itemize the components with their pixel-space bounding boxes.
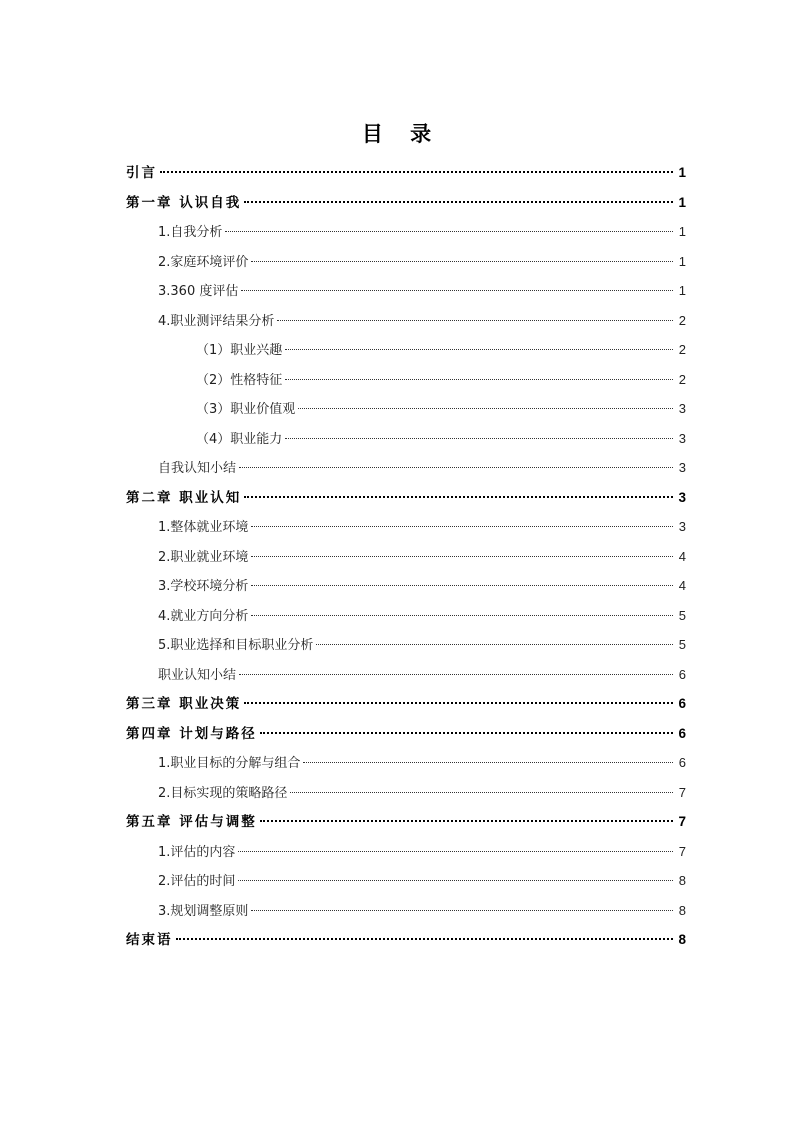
toc-entry-label: （1）职业兴趣 bbox=[196, 343, 283, 358]
toc-entry-page-number: 2 bbox=[678, 371, 686, 387]
toc-entry[interactable] bbox=[126, 866, 686, 896]
toc-entry-label: 5.职业选择和目标职业分析 bbox=[158, 638, 314, 653]
toc-entry-page-number: 2 bbox=[678, 342, 686, 357]
dot-leader bbox=[239, 674, 673, 675]
toc-entry-page-number: 6 bbox=[678, 725, 686, 741]
dot-leader bbox=[238, 880, 673, 881]
toc-entry-label: （4）职业能力 bbox=[196, 431, 283, 447]
toc-entry[interactable] bbox=[126, 837, 686, 867]
toc-entry-page-number: 6 bbox=[678, 755, 686, 770]
table-of-contents bbox=[126, 158, 686, 955]
toc-entry-label: 1.自我分析 bbox=[158, 225, 223, 240]
toc-entry[interactable] bbox=[126, 689, 686, 719]
toc-entry[interactable] bbox=[126, 394, 686, 424]
toc-entry[interactable] bbox=[126, 660, 686, 690]
toc-entry-page-number: 1 bbox=[678, 194, 686, 210]
toc-entry-label: 3.规划调整原则 bbox=[158, 903, 249, 919]
toc-entry[interactable] bbox=[126, 453, 686, 483]
toc-entry-page-number: 3 bbox=[678, 401, 686, 416]
dot-leader bbox=[285, 349, 673, 350]
dot-leader bbox=[238, 851, 673, 852]
toc-entry-label: 2.家庭环境评价 bbox=[158, 254, 249, 270]
dot-leader bbox=[244, 201, 673, 203]
toc-entry-page-number: 8 bbox=[678, 902, 686, 918]
toc-entry[interactable] bbox=[126, 748, 686, 778]
toc-entry-label: 2.目标实现的策略路径 bbox=[158, 785, 288, 801]
toc-entry-label: 2.评估的时间 bbox=[158, 874, 236, 889]
toc-entry-label: 第二章 职业认知 bbox=[126, 489, 242, 506]
toc-entry-label: 3.360 度评估 bbox=[158, 284, 239, 299]
toc-entry[interactable] bbox=[126, 483, 686, 513]
page-title: 目 录 bbox=[361, 122, 442, 146]
toc-entry-page-number: 1 bbox=[678, 165, 686, 180]
dot-leader bbox=[260, 732, 673, 734]
dot-leader bbox=[251, 526, 673, 527]
toc-entry[interactable] bbox=[126, 630, 686, 660]
dot-leader bbox=[303, 762, 673, 763]
toc-entry[interactable] bbox=[126, 512, 686, 542]
toc-entry-page-number: 8 bbox=[678, 932, 686, 947]
toc-entry-page-number: 4 bbox=[678, 548, 686, 564]
toc-entry-page-number: 5 bbox=[678, 637, 686, 652]
toc-entry[interactable] bbox=[126, 217, 686, 247]
dot-leader bbox=[277, 320, 673, 321]
toc-entry-label: （3）职业价值观 bbox=[196, 402, 296, 417]
toc-entry[interactable] bbox=[126, 158, 686, 188]
toc-entry-page-number: 6 bbox=[678, 696, 686, 711]
dot-leader bbox=[290, 792, 673, 793]
toc-entry-page-number: 1 bbox=[678, 253, 686, 269]
toc-entry-label: 第四章 计划与路径 bbox=[126, 725, 257, 742]
toc-entry[interactable] bbox=[126, 719, 686, 749]
toc-entry-page-number: 1 bbox=[678, 224, 686, 239]
toc-entry-page-number: 2 bbox=[678, 312, 686, 328]
toc-entry-label: 第三章 职业决策 bbox=[126, 696, 242, 712]
toc-entry[interactable] bbox=[126, 925, 686, 955]
toc-entry[interactable] bbox=[126, 778, 686, 808]
dot-leader bbox=[260, 820, 673, 822]
toc-entry-label: 1.评估的内容 bbox=[158, 844, 236, 860]
toc-entry-label: 3.学校环境分析 bbox=[158, 579, 249, 594]
toc-entry-label: 自我认知小结 bbox=[158, 461, 237, 476]
toc-entry-label: 2.职业就业环境 bbox=[158, 549, 249, 565]
dot-leader bbox=[251, 261, 673, 262]
dot-leader bbox=[244, 702, 673, 704]
toc-entry-page-number: 8 bbox=[678, 873, 686, 888]
toc-entry-label: 结束语 bbox=[126, 932, 173, 948]
toc-entry[interactable] bbox=[126, 601, 686, 631]
dot-leader bbox=[244, 496, 673, 498]
toc-entry-page-number: 5 bbox=[678, 607, 686, 623]
dot-leader bbox=[241, 290, 673, 291]
toc-entry-label: 4.职业测评结果分析 bbox=[158, 313, 275, 329]
dot-leader bbox=[160, 171, 673, 173]
toc-entry-page-number: 3 bbox=[678, 460, 686, 475]
toc-entry-page-number: 1 bbox=[678, 283, 686, 298]
toc-entry-page-number: 3 bbox=[678, 519, 686, 534]
toc-entry-label: 1.整体就业环境 bbox=[158, 520, 249, 535]
toc-entry-page-number: 7 bbox=[678, 814, 686, 829]
dot-leader bbox=[251, 615, 673, 616]
toc-entry[interactable] bbox=[126, 276, 686, 306]
toc-entry[interactable] bbox=[126, 424, 686, 454]
dot-leader bbox=[285, 438, 673, 439]
toc-entry[interactable] bbox=[126, 571, 686, 601]
dot-leader bbox=[251, 585, 673, 586]
toc-entry[interactable] bbox=[126, 335, 686, 365]
toc-entry-label: 引言 bbox=[126, 165, 157, 181]
toc-entry-label: 1.职业目标的分解与组合 bbox=[158, 756, 301, 771]
toc-entry-page-number: 3 bbox=[678, 489, 686, 505]
toc-entry-page-number: 3 bbox=[678, 430, 686, 446]
toc-entry-label: 第五章 评估与调整 bbox=[126, 814, 257, 830]
toc-entry[interactable] bbox=[126, 306, 686, 336]
toc-entry-page-number: 6 bbox=[678, 666, 686, 682]
toc-entry-label: （2）性格特征 bbox=[196, 372, 283, 388]
dot-leader bbox=[225, 231, 673, 232]
toc-entry-page-number: 7 bbox=[678, 843, 686, 859]
dot-leader bbox=[298, 408, 673, 409]
toc-entry-label: 职业认知小结 bbox=[158, 667, 237, 683]
toc-entry[interactable] bbox=[126, 188, 686, 218]
dot-leader bbox=[239, 467, 673, 468]
toc-entry[interactable] bbox=[126, 542, 686, 572]
toc-entry[interactable] bbox=[126, 247, 686, 277]
toc-entry[interactable] bbox=[126, 896, 686, 926]
toc-entry[interactable] bbox=[126, 807, 686, 837]
toc-entry-page-number: 7 bbox=[678, 784, 686, 800]
dot-leader bbox=[251, 910, 673, 911]
dot-leader bbox=[285, 379, 673, 380]
toc-entry-label: 第一章 认识自我 bbox=[126, 194, 242, 211]
toc-entry[interactable] bbox=[126, 365, 686, 395]
dot-leader bbox=[251, 556, 673, 557]
toc-entry-label: 4.就业方向分析 bbox=[158, 608, 249, 624]
dot-leader bbox=[176, 938, 674, 940]
toc-entry-page-number: 4 bbox=[678, 578, 686, 593]
dot-leader bbox=[316, 644, 673, 645]
